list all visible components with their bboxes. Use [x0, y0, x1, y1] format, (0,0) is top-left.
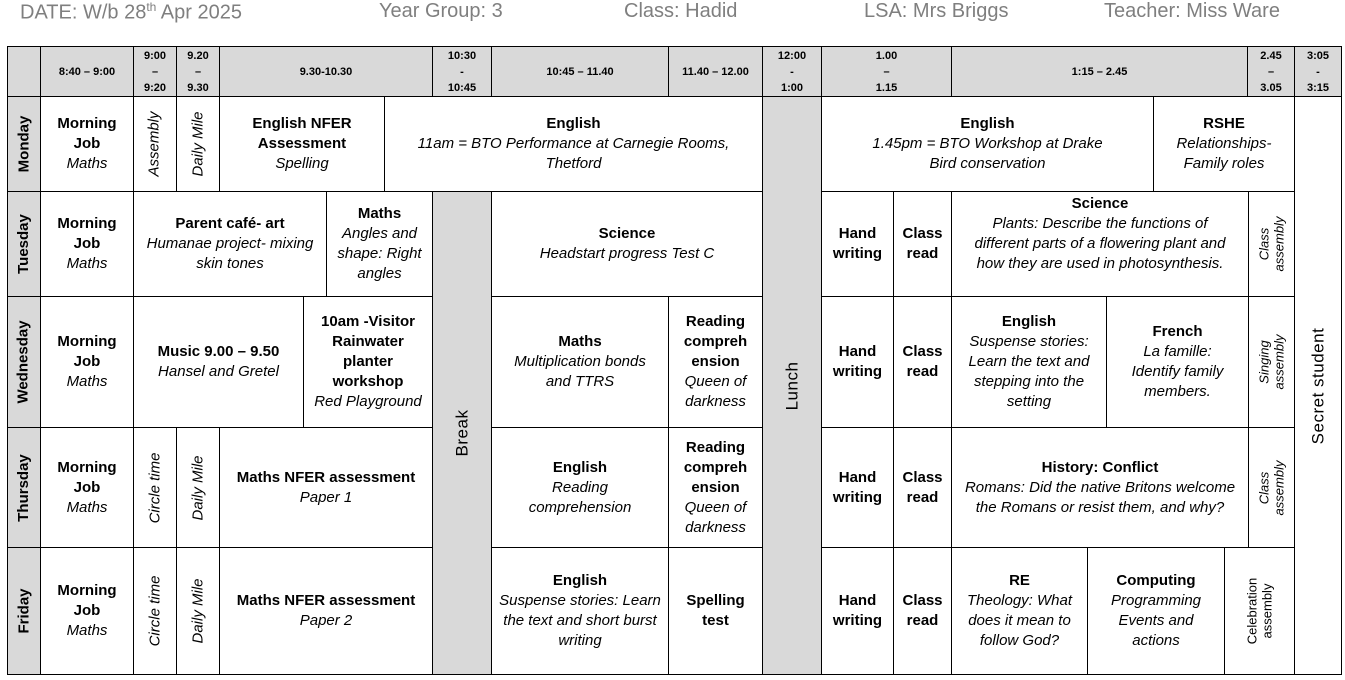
lunch-column: Lunch [762, 96, 822, 675]
thursday-class-assembly: Class assembly [1248, 427, 1295, 548]
tuesday-parent-cafe: Parent café- art Humanae project- mixing skin tones [133, 191, 327, 297]
wednesday-music: Music 9.00 – 9.50 Hansel and Gretel [133, 296, 304, 428]
thursday-class-read: Class read [893, 427, 952, 548]
time-slot: 3:05 - 3:15 [1294, 46, 1342, 97]
time-slot: 10:30 - 10:45 [432, 46, 492, 97]
monday-daily-mile: Daily Mile [176, 96, 220, 192]
thursday-maths-nfer: Maths NFER assessment Paper 1 [219, 427, 433, 548]
time-slot: 2.45 – 3.05 [1247, 46, 1295, 97]
teacher-label: Teacher: Miss Ware [1104, 0, 1280, 22]
friday-circle-time: Circle time [133, 547, 177, 675]
friday-maths-nfer: Maths NFER assessment Paper 2 [219, 547, 433, 675]
year-group-label: Year Group: 3 [379, 0, 503, 22]
time-slot: 8:40 – 9:00 [40, 46, 134, 97]
secret-student-column: Secret student [1294, 96, 1342, 675]
wednesday-reading: Reading compreh ension Queen of darkness [668, 296, 763, 428]
friday-english: English Suspense stories: Learn the text and short burst writing [491, 547, 669, 675]
time-slot: 9.30-10.30 [219, 46, 433, 97]
friday-celebration-assembly: Celebration assembly [1224, 547, 1295, 675]
time-slot: 12:00 - 1:00 [762, 46, 822, 97]
thursday-handwriting: Hand writing [821, 427, 894, 548]
day-label-thursday: Thursday [7, 427, 41, 548]
monday-assembly: Assembly [133, 96, 177, 192]
tuesday-class-assembly: Class assembly [1248, 191, 1295, 297]
time-slot: 9:00 – 9:20 [133, 46, 177, 97]
break-column: Break [432, 191, 492, 675]
time-slot: 11.40 – 12.00 [668, 46, 763, 97]
monday-english-nfer: English NFER Assessment Spelling [219, 96, 385, 192]
time-slot: 10:45 – 11.40 [491, 46, 669, 97]
wednesday-maths: Maths Multiplication bonds and TTRS [491, 296, 669, 428]
monday-english-pm: English 1.45pm = BTO Workshop at Drake Bird conservation [821, 96, 1154, 192]
time-slot: 1:15 – 2.45 [951, 46, 1248, 97]
corner-cell [7, 46, 41, 97]
monday-english: English 11am = BTO Performance at Carnegie Rooms, Thetford [384, 96, 763, 192]
morning-job-cell: Morning Job Maths [40, 191, 134, 297]
day-label-tuesday: Tuesday [7, 191, 41, 297]
wednesday-class-read: Class read [893, 296, 952, 428]
morning-job-cell: Morning Job Maths [40, 547, 134, 675]
friday-spelling-test: Spelling test [668, 547, 763, 675]
friday-daily-mile: Daily Mile [176, 547, 220, 675]
lsa-label: LSA: Mrs Briggs [864, 0, 1009, 22]
tuesday-science-pm: Science Plants: Describe the functions of different parts of a flowering plant and how they are used in photosynthesis. [951, 191, 1249, 297]
date-label: DATE: W/b 28th Apr 2025 [20, 0, 242, 24]
wednesday-english: English Suspense stories: Learn the text and stepping into the setting [951, 296, 1107, 428]
morning-job-cell: Morning Job Maths [40, 96, 134, 192]
friday-re: RE Theology: What does it mean to follow God? [951, 547, 1088, 675]
day-label-monday: Monday [7, 96, 41, 192]
tuesday-science: Science Headstart progress Test C [491, 191, 763, 297]
friday-computing: Computing Programming Events and actions [1087, 547, 1225, 675]
wednesday-handwriting: Hand writing [821, 296, 894, 428]
thursday-history: History: Conflict Romans: Did the native Britons welcome the Romans or resist them, and why? [951, 427, 1249, 548]
time-slot: 9.20 – 9.30 [176, 46, 220, 97]
thursday-daily-mile: Daily Mile [176, 427, 220, 548]
morning-job-cell: Morning Job Maths [40, 296, 134, 428]
timetable-header [0, 0, 1345, 28]
friday-handwriting: Hand writing [821, 547, 894, 675]
tuesday-class-read: Class read [893, 191, 952, 297]
thursday-english: English Reading comprehension [491, 427, 669, 548]
time-slot: 1.00 – 1.15 [821, 46, 952, 97]
tuesday-handwriting: Hand writing [821, 191, 894, 297]
wednesday-french: French La famille: Identify family members. [1106, 296, 1249, 428]
day-label-wednesday: Wednesday [7, 296, 41, 428]
day-label-friday: Friday [7, 547, 41, 675]
monday-rshe: RSHE Relationships- Family roles [1153, 96, 1295, 192]
tuesday-maths: Maths Angles and shape: Right angles [326, 191, 433, 297]
thursday-reading: Reading compreh ension Queen of darkness [668, 427, 763, 548]
wednesday-singing-assembly: Singing assembly [1248, 296, 1295, 428]
class-label: Class: Hadid [624, 0, 738, 22]
thursday-circle-time: Circle time [133, 427, 177, 548]
morning-job-cell: Morning Job Maths [40, 427, 134, 548]
friday-class-read: Class read [893, 547, 952, 675]
wednesday-visitor-workshop: 10am -Visitor Rainwater planter workshop Red Playground [303, 296, 433, 428]
